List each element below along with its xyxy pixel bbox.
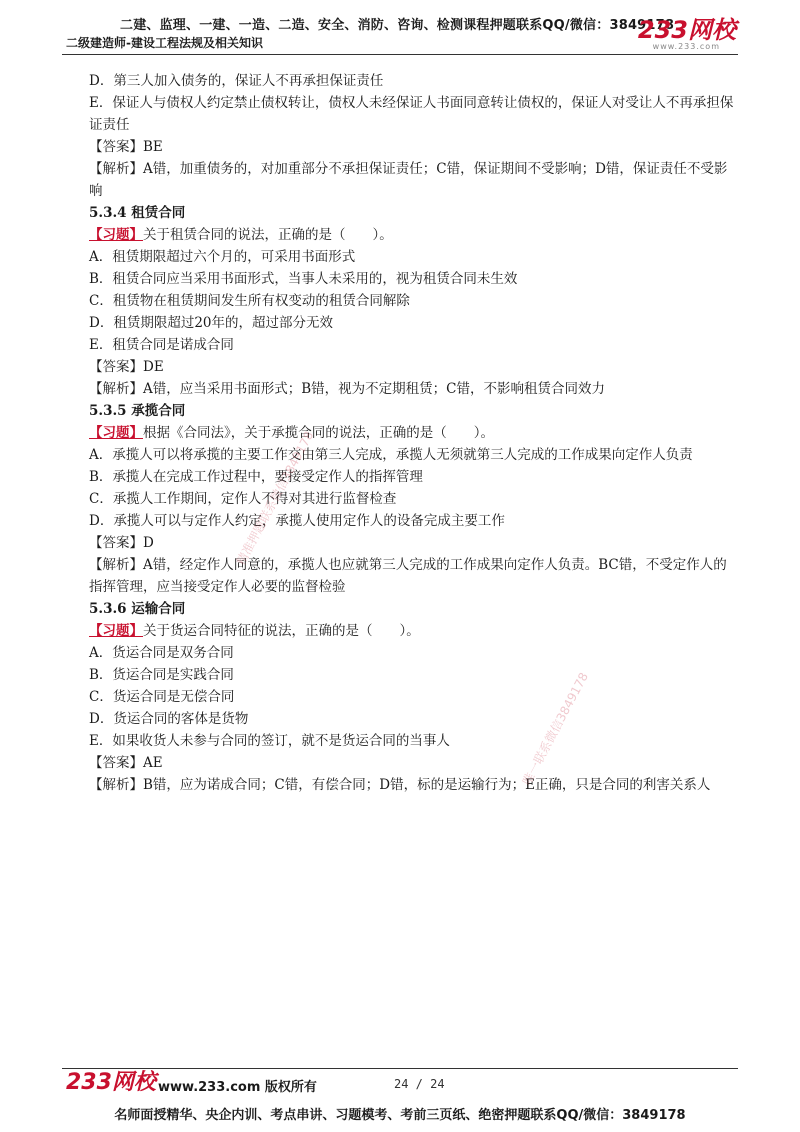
watermark-text: 精准押题联系微信3849178 xyxy=(233,428,317,568)
exercise-tag: 【习题】 xyxy=(89,227,143,243)
option-d: D．货运合同的客体是货物 xyxy=(89,711,249,727)
explanation: 【解析】A错，经定作人同意的，承揽人也应就第三人完成的工作成果向定作人负责。BC错，不受定作人的指挥管理，应当接受定作人必要的监督检验 xyxy=(89,557,727,595)
section-heading: 5.3.4 租赁合同 xyxy=(89,205,186,221)
option-d: D．第三人加入债务的，保证人不再承担保证责任 xyxy=(89,73,384,89)
option-e: E．如果收货人未参与合同的签订，就不是货运合同的当事人 xyxy=(89,733,450,749)
watermark-text: 唯一联系微信3849178 xyxy=(519,670,592,788)
answer: 【答案】BE xyxy=(89,139,163,155)
document-body xyxy=(62,70,738,796)
option-b: B．租赁合同应当采用书面形式，当事人未采用的，视为租赁合同未生效 xyxy=(89,271,518,287)
option-c: C．承揽人工作期间，定作人不得对其进行监督检查 xyxy=(89,491,397,507)
option-c: C．货运合同是无偿合同 xyxy=(89,689,235,705)
header-subtitle: 二级建造师-建设工程法规及相关知识 xyxy=(66,36,263,50)
page-number: 24 / 24 xyxy=(394,1077,445,1091)
option-b: B．货运合同是实践合同 xyxy=(89,667,234,683)
question-text: 根据《合同法》，关于承揽合同的说法，正确的是（ ）。 xyxy=(143,425,494,441)
header-divider xyxy=(62,54,738,55)
answer: 【答案】DE xyxy=(89,359,164,375)
option-c: C．租赁物在租赁期间发生所有权变动的租赁合同解除 xyxy=(89,293,410,309)
footer-logo: 233网校 xyxy=(66,1070,156,1095)
option-e: E．保证人与债权人约定禁止债权转让，债权人未经保证人书面同意转让债权的，保证人对受让人不再承担保证责任 xyxy=(89,95,734,133)
question-text: 关于货运合同特征的说法，正确的是（ ）。 xyxy=(143,623,420,639)
option-a: A．承揽人可以将承揽的主要工作交由第三人完成，承揽人无须就第三人完成的工作成果向定作人负责 xyxy=(89,447,693,463)
question xyxy=(62,224,738,246)
header-promo-line: 二建、监理、一建、一造、二造、安全、消防、咨询、检测课程押题联系QQ/微信：3849178 xyxy=(120,18,675,33)
page-header xyxy=(0,0,800,62)
footer-promo-line: 名师面授精华、央企内训、考点串讲、习题模考、考前三页纸、绝密押题联系QQ/微信：3849178 xyxy=(114,1108,686,1123)
exercise-tag: 【习题】 xyxy=(89,623,143,639)
option-d: D．租赁期限超过20年的，超过部分无效 xyxy=(89,315,334,331)
explanation: 【解析】A错，应当采用书面形式；B错，视为不定期租赁；C错，不影响租赁合同效力 xyxy=(89,381,605,397)
option-a: A．租赁期限超过六个月的，可采用书面形式 xyxy=(89,249,356,265)
exercise-tag: 【习题】 xyxy=(89,425,143,441)
question xyxy=(62,620,738,642)
option-e: E．租赁合同是诺成合同 xyxy=(89,337,234,353)
section-heading: 5.3.5 承揽合同 xyxy=(89,403,186,419)
brand-logo-url: www.233.com xyxy=(652,42,720,51)
option-a: A．货运合同是双务合同 xyxy=(89,645,234,661)
option-d: D．承揽人可以与定作人约定，承揽人使用定作人的设备完成主要工作 xyxy=(89,513,505,529)
section-heading: 5.3.6 运输合同 xyxy=(89,601,186,617)
explanation: 【解析】B错，应为诺成合同；C错，有偿合同；D错，标的是运输行为；E正确，只是合同的利害关系人 xyxy=(89,777,711,793)
question xyxy=(62,422,738,444)
explanation: 【解析】A错，加重债务的，对加重部分不承担保证责任；C错，保证期间不受影响；D错，保证责任不受影响 xyxy=(89,161,728,199)
question-text: 关于租赁合同的说法，正确的是（ ）。 xyxy=(143,227,393,243)
footer-copyright: www.233.com 版权所有 xyxy=(158,1080,317,1095)
answer: 【答案】AE xyxy=(89,755,163,771)
brand-logo: 233网校 xyxy=(637,16,736,44)
answer: 【答案】D xyxy=(89,535,154,551)
footer-divider xyxy=(62,1068,738,1069)
option-b: B．承揽人在完成工作过程中，要接受定作人的指挥管理 xyxy=(89,469,423,485)
